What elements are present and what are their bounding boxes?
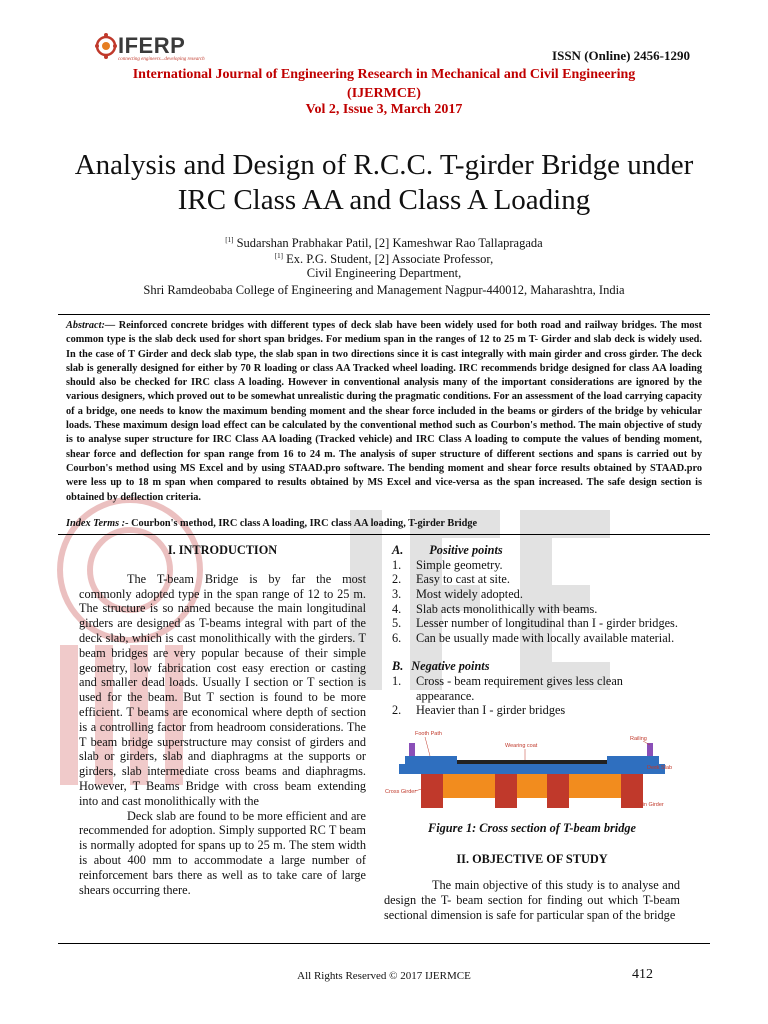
list-item <box>384 587 680 602</box>
label-main-girder: Main Girder <box>635 802 664 808</box>
cross-girder <box>421 774 643 798</box>
rule-top <box>58 314 710 315</box>
paper-title: Analysis and Design of R.C.C. T-girder Bridge under IRC Class AA and Class A Loading <box>74 149 694 216</box>
negative-points-heading <box>392 659 680 674</box>
label-deck-slab: Deck Slab <box>647 765 673 771</box>
intro-paragraph-2: Deck slab are found to be more efficient and are recommended for adoption. Simply supported RC T beam is normally adopted for spans up to 25 m. The stem width is about 400 mm to accommodate a large number of reinforcement bars there as well as to take care of large shears occurring there. <box>79 808 366 897</box>
footer-rights: All Rights Reserved © 2017 IJERMCE <box>297 970 471 982</box>
list-item-text: Lesser number of longitudinal than I - girder bridges. <box>416 616 678 631</box>
railing-left <box>409 743 415 757</box>
list-item <box>384 558 680 573</box>
list-item-text: Cross - beam requirement gives less clean appearance. <box>416 674 623 703</box>
page-number: 412 <box>632 967 653 982</box>
logo-text: IFERP <box>118 33 186 58</box>
author-role-line: Ex. P.G. Student, [2] Associate Professor, <box>286 252 494 267</box>
journal-abbrev: (IJERMCE) <box>347 86 421 101</box>
list-item-text: Slab acts monolithically with beams. <box>416 601 598 616</box>
list-item-number: 6. <box>392 630 402 645</box>
objective-paragraph: The main objective of this study is to analyse and design the T- beam section for finding out which T-beam sectional dimension is safe for particular span of the bridge <box>384 878 680 922</box>
list-item-text: Most widely adopted. <box>416 586 523 601</box>
footpath-left <box>405 756 457 764</box>
deck-slab <box>399 764 665 774</box>
wearing-coat <box>457 760 607 764</box>
section-heading-objective: II. OBJECTIVE OF STUDY <box>456 852 608 866</box>
label-cross-girder: Cross Girder <box>385 789 417 795</box>
index-terms-label: Index Terms :- <box>66 518 129 529</box>
main-girder <box>421 774 443 808</box>
footpath-right <box>607 756 659 764</box>
left-column <box>79 543 366 897</box>
abstract-label: Abstract:— <box>66 320 116 331</box>
affil-mark: [1] <box>225 236 234 244</box>
author-institution: Shri Ramdeobaba College of Engineering and Management Nagpur-440012, Maharashtra, India <box>143 283 625 297</box>
list-item-number: 1. <box>392 674 402 689</box>
list-item <box>384 674 680 703</box>
list-item <box>384 572 680 587</box>
abstract <box>66 319 702 505</box>
positive-points-heading <box>392 543 680 558</box>
list-item-number: 1. <box>392 557 402 572</box>
index-terms <box>66 518 702 529</box>
list-item-number: 4. <box>392 601 402 616</box>
list-item-text: Easy to cast at site. <box>416 572 510 587</box>
rule-middle <box>58 534 710 535</box>
issn: ISSN (Online) 2456-1290 <box>552 48 690 63</box>
list-item-text: Heavier than I - girder bridges <box>416 703 566 718</box>
bridge-cross-section-figure <box>385 723 680 819</box>
section-heading-introduction: I. INTRODUCTION <box>167 543 278 557</box>
negative-points-list <box>384 674 680 718</box>
list-item <box>384 703 680 718</box>
main-girder <box>495 774 517 808</box>
author-department: Civil Engineering Department, <box>306 266 462 280</box>
author-roles <box>0 249 768 267</box>
rule-bottom <box>58 943 710 944</box>
journal-name: International Journal of Engineering Research in Mechanical and Civil Engineering <box>132 67 636 82</box>
negative-letter: B. <box>392 659 404 674</box>
list-item-number: 2. <box>392 703 402 718</box>
list-item <box>384 631 680 646</box>
label-wearing-coat: Wearing coat <box>505 743 538 749</box>
list-item-number: 3. <box>392 586 402 601</box>
abstract-text: Reinforced concrete bridges with different types of deck slab have been widely used for both road and railway bridges. The most common type is the slab deck used for short span bridges. For medium span in the ranges of 12 to 25 m T- Girder and slab deck is widely used. In the case of T Girder and deck slab type, the slab span in two directions since it is cast integrally with main girder and cross girder. The deck slab is generally designed for either by 70 R loading or class AA Tracked wheel loading. IRC recommends bridge designed for class AA loading should also be checked for IRC class A loading. However in conventional analysis many of the important considerations are ignored by the various designers, which proved out to be somewhat unrealistic during the pragmatic conditions. For an assessment of the load carrying capacity of a bridge, one needs to know the maximum bending moment and the shear force included in the beams or girders of the bridge by vehicular loads. These maximum design load effect can be calculated by the conventional method such as Courbon's method. The main objective of study is to analyse super structure for IRC Class AA loading (Tracked vehicle) and IRC Class A loading to compute the values of bending moment, shear force and deflection for span range from 16 to 24 m. The analysis of super structure of different sections and spans is carried out by Courbon's method using MS Excel and by using STAAD.pro software. The bending moment and shear force results obtained by STAAD.pro were less up to 18 m span when compared to results obtained by MS Excel and vice-versa as the span increased. The safe design section is obtained by deflection criteria. <box>66 320 702 503</box>
label-railing: Railing <box>630 736 647 742</box>
negative-title: Negative points <box>411 659 490 674</box>
list-item <box>384 616 680 631</box>
author-line: Sudarshan Prabhakar Patil, [2] Kameshwar Rao Tallapragada <box>236 236 543 251</box>
list-item-text: Can be usually made with locally available material. <box>416 630 675 645</box>
intro-paragraph-1: The T-beam Bridge is by far the most commonly adopted type in the span range of 12 to 25 m. The structure is so named because the main longitudinal girders are designed as T-beams integral with part of the deck slab, which is cast monolithically with the girders. T beam bridges are very popular because of their simple geometry, low fabrication cost easy erection or casting and smaller dead loads. Usually I section or T section is used for the beam. But T section is found to be more efficient. T beams are economical where depth of section is a controlling factor from headroom considerations. The T beam bridge superstructure may consist of girders and slab or girders, slab and diaphragms at the supports or girders, slab intermediate cross beams and diaphragms. However, T Beams Bridge with cross beam extending into and cast monolithically with the <box>79 571 366 808</box>
label-footpath: Footh Path <box>415 731 442 737</box>
positive-title: Positive points <box>429 543 503 557</box>
index-terms-text: Courbon's method, IRC class A loading, IRC class AA loading, T-girder Bridge <box>128 518 478 529</box>
list-item-text: Simple geometry. <box>416 557 503 572</box>
positive-letter: A. <box>392 543 404 557</box>
affil-mark: [1] <box>274 252 283 260</box>
journal-volume: Vol 2, Issue 3, March 2017 <box>305 102 463 117</box>
railing-right <box>647 743 653 757</box>
list-item-number: 5. <box>392 616 402 631</box>
right-column <box>384 543 680 718</box>
logo-tagline: connecting engineers...developing research <box>118 57 205 62</box>
main-girder <box>547 774 569 808</box>
list-item-number: 2. <box>392 572 402 587</box>
figure-caption: Figure 1: Cross section of T-beam bridge <box>428 821 636 835</box>
list-item <box>384 602 680 617</box>
positive-points-list <box>384 558 680 646</box>
